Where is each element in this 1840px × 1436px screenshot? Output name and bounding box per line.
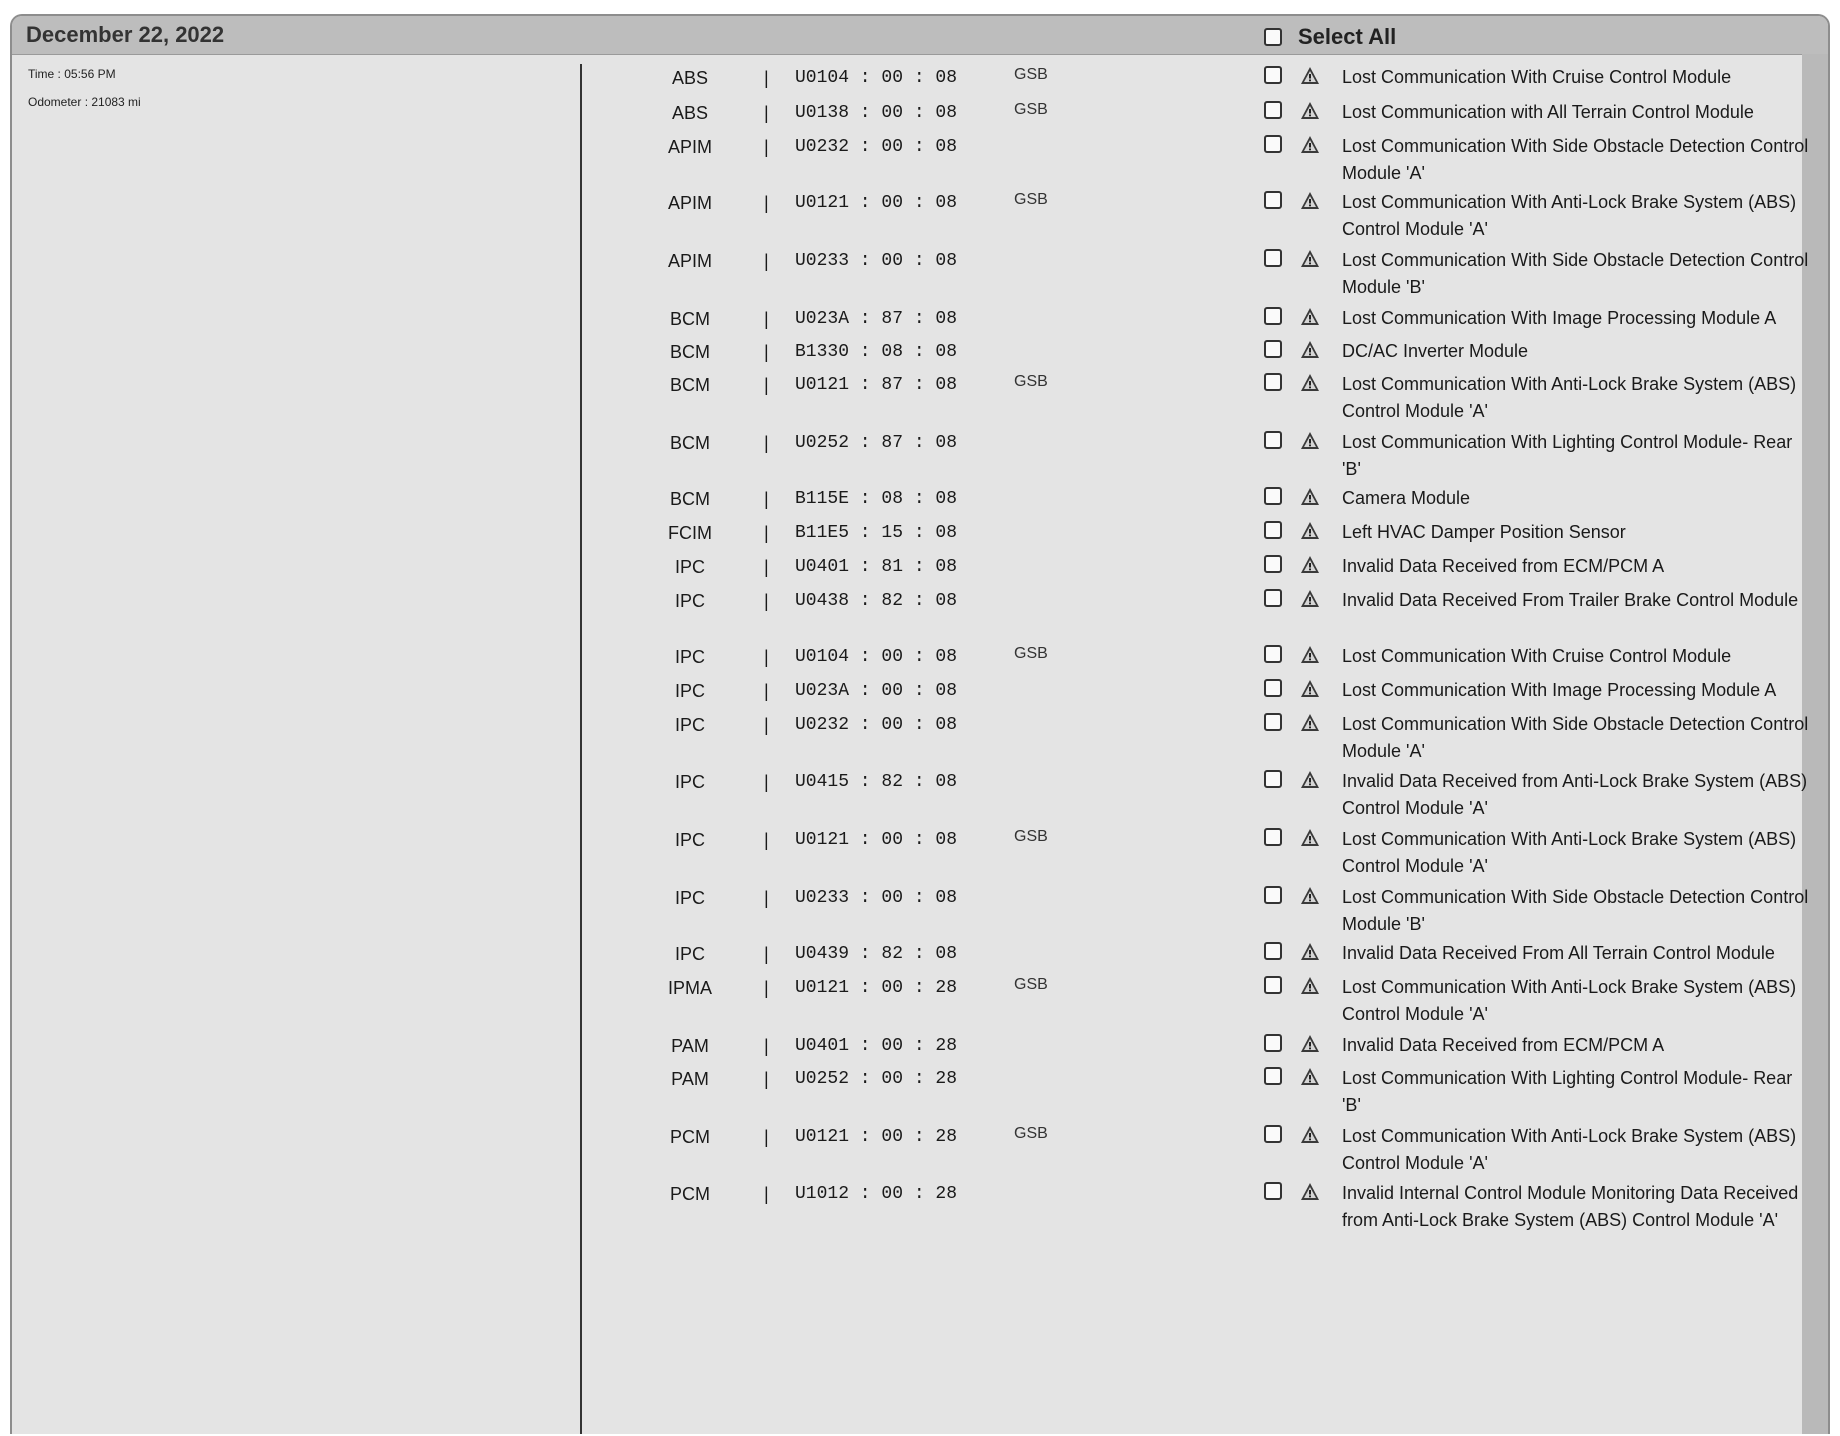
row-checkbox[interactable] (1264, 1034, 1282, 1052)
dtc-description: Lost Communication With Anti-Lock Brake System (ABS) Control Module 'A' (1342, 1126, 1797, 1173)
dtc-description: Lost Communication With Side Obstacle Detection Control Module 'A' (1342, 714, 1809, 761)
column-separator: | (764, 433, 769, 453)
column-separator: | (764, 523, 769, 543)
column-separator: | (764, 978, 769, 998)
dtc-description: Lost Communication With Side Obstacle Detection Control Module 'B' (1342, 887, 1809, 934)
column-separator: | (764, 1036, 769, 1056)
row-checkbox[interactable] (1264, 373, 1282, 391)
dtc-code: B1330 : 08 : 08 (795, 342, 958, 362)
column-separator: | (764, 489, 769, 509)
dtc-description: Invalid Data Received From All Terrain Control Module (1342, 943, 1775, 963)
row-checkbox[interactable] (1264, 589, 1282, 607)
warning-triangle-icon (1300, 521, 1320, 541)
column-separator: | (764, 251, 769, 271)
warning-triangle-icon (1300, 249, 1320, 269)
module-name: ABS (671, 103, 709, 123)
dtc-description: Lost Communication With Cruise Control Module (1342, 646, 1732, 666)
column-separator: | (764, 888, 769, 908)
module-name: IPC (674, 830, 705, 850)
warning-triangle-icon (1300, 555, 1320, 575)
dtc-code: U023A : 87 : 08 (795, 309, 958, 329)
column-separator: | (764, 68, 769, 88)
column-separator: | (764, 647, 769, 667)
warning-triangle-icon (1300, 1034, 1320, 1054)
column-separator: | (764, 375, 769, 395)
warning-triangle-icon (1300, 713, 1320, 733)
dtc-code: U0252 : 00 : 28 (795, 1069, 958, 1089)
dtc-code: B115E : 08 : 08 (795, 489, 958, 509)
column-separator: | (764, 557, 769, 577)
column-separator: | (764, 137, 769, 157)
report-header (12, 16, 1828, 55)
dtc-row (12, 711, 1812, 771)
warning-triangle-icon (1300, 679, 1320, 699)
dtc-row (12, 371, 1812, 431)
dtc-description: Lost Communication With Anti-Lock Brake System (ABS) Control Module 'A' (1342, 829, 1797, 876)
report-date: December 22, 2022 (26, 22, 225, 47)
warning-triangle-icon (1300, 340, 1320, 360)
column-separator: | (764, 309, 769, 329)
dtc-code: U0233 : 00 : 08 (795, 888, 958, 908)
warning-triangle-icon (1300, 828, 1320, 848)
dtc-description: Invalid Data Received from ECM/PCM A (1342, 556, 1665, 576)
module-name: PCM (670, 1127, 710, 1147)
module-name: IPC (674, 888, 705, 908)
dtc-row (12, 587, 1812, 647)
dtc-description: Invalid Internal Control Module Monitoring Data Received from Anti-Lock Brake System (ABS) Control Module 'A' (1342, 1183, 1799, 1230)
dtc-code: U0438 : 82 : 08 (795, 591, 958, 611)
dtc-code: U0104 : 00 : 08 (795, 647, 958, 667)
dtc-report-window (10, 14, 1830, 1434)
select-all-label: Select All (1298, 24, 1397, 49)
gsb-link[interactable]: GSB (1014, 101, 1048, 118)
warning-triangle-icon (1300, 101, 1320, 121)
module-name: IPC (674, 715, 705, 735)
dtc-description: Lost Communication With Side Obstacle Detection Control Module 'B' (1342, 250, 1809, 297)
row-checkbox[interactable] (1264, 431, 1282, 449)
row-checkbox[interactable] (1264, 886, 1282, 904)
dtc-description: Lost Communication With Lighting Control Module- Rear 'B' (1342, 432, 1793, 479)
row-checkbox[interactable] (1264, 645, 1282, 663)
dtc-row (12, 247, 1812, 307)
row-checkbox[interactable] (1264, 679, 1282, 697)
module-name: BCM (670, 309, 710, 329)
dtc-description: Invalid Data Received from Anti-Lock Brake System (ABS) Control Module 'A' (1342, 771, 1808, 818)
dtc-description: Lost Communication With Lighting Control Module- Rear 'B' (1342, 1068, 1793, 1115)
dtc-description: Invalid Data Received From Trailer Brake Control Module (1342, 590, 1799, 610)
warning-triangle-icon (1300, 942, 1320, 962)
module-name: APIM (667, 251, 712, 271)
module-name: IPC (674, 557, 705, 577)
dtc-description: Lost Communication With Side Obstacle Detection Control Module 'A' (1342, 136, 1809, 183)
dtc-description: Lost Communication With Cruise Control Module (1342, 67, 1732, 87)
time-readout: Time : 05:56 PM (28, 67, 116, 81)
gsb-link[interactable]: GSB (1014, 1125, 1048, 1142)
dtc-description: Lost Communication With Image Processing Module A (1342, 308, 1777, 328)
select-all-checkbox[interactable] (1264, 28, 1282, 46)
row-checkbox[interactable] (1264, 66, 1282, 84)
gsb-link[interactable]: GSB (1014, 373, 1048, 390)
dtc-row (12, 1180, 1812, 1240)
column-separator: | (764, 103, 769, 123)
module-name: IPC (674, 772, 705, 792)
warning-triangle-icon (1300, 1125, 1320, 1145)
dtc-code: U0121 : 87 : 08 (795, 375, 958, 395)
dtc-code: U0233 : 00 : 08 (795, 251, 958, 271)
module-name: PAM (671, 1036, 709, 1056)
warning-triangle-icon (1300, 431, 1320, 451)
warning-triangle-icon (1300, 66, 1320, 86)
module-name: APIM (667, 193, 712, 213)
warning-triangle-icon (1300, 373, 1320, 393)
module-name: BCM (670, 375, 710, 395)
column-separator: | (764, 342, 769, 362)
odometer-readout: Odometer : 21083 mi (28, 95, 141, 109)
column-separator: | (764, 681, 769, 701)
gsb-link[interactable]: GSB (1014, 645, 1048, 662)
row-checkbox[interactable] (1264, 555, 1282, 573)
column-separator: | (764, 772, 769, 792)
column-separator: | (764, 944, 769, 964)
dtc-row (12, 884, 1812, 944)
dtc-code: U0232 : 00 : 08 (795, 715, 958, 735)
module-name: PCM (670, 1184, 710, 1204)
row-checkbox[interactable] (1264, 191, 1282, 209)
module-name: IPC (674, 681, 705, 701)
module-name: PAM (671, 1069, 709, 1089)
row-checkbox[interactable] (1264, 521, 1282, 539)
row-checkbox[interactable] (1264, 770, 1282, 788)
row-checkbox[interactable] (1264, 976, 1282, 994)
module-name: IPC (674, 647, 705, 667)
row-checkbox[interactable] (1264, 101, 1282, 119)
module-name: BCM (670, 433, 710, 453)
dtc-description: Lost Communication With Anti-Lock Brake System (ABS) Control Module 'A' (1342, 192, 1797, 239)
dtc-description: DC/AC Inverter Module (1342, 341, 1529, 361)
dtc-code: U0121 : 00 : 08 (795, 193, 958, 213)
warning-triangle-icon (1300, 645, 1320, 665)
warning-triangle-icon (1300, 770, 1320, 790)
dtc-description: Lost Communication With Anti-Lock Brake System (ABS) Control Module 'A' (1342, 977, 1797, 1024)
row-checkbox[interactable] (1264, 340, 1282, 358)
gsb-link[interactable]: GSB (1014, 828, 1048, 845)
dtc-row (12, 1065, 1812, 1125)
module-name: IPC (674, 591, 705, 611)
column-separator: | (764, 591, 769, 611)
column-separator: | (764, 193, 769, 213)
dtc-code: U0121 : 00 : 08 (795, 830, 958, 850)
warning-triangle-icon (1300, 886, 1320, 906)
select-all-control[interactable] (1264, 24, 1396, 50)
warning-triangle-icon (1300, 1182, 1320, 1202)
column-separator: | (764, 830, 769, 850)
gsb-link[interactable]: GSB (1014, 66, 1048, 83)
warning-triangle-icon (1300, 307, 1320, 327)
dtc-description: Invalid Data Received from ECM/PCM A (1342, 1035, 1665, 1055)
row-checkbox[interactable] (1264, 307, 1282, 325)
dtc-description: Lost Communication With Image Processing Module A (1342, 680, 1777, 700)
dtc-code: U1012 : 00 : 28 (795, 1184, 958, 1204)
dtc-row (12, 826, 1812, 886)
module-name: IPC (674, 944, 705, 964)
dtc-description: Lost Communication with All Terrain Control Module (1342, 102, 1754, 122)
dtc-code: U0121 : 00 : 28 (795, 1127, 958, 1147)
row-checkbox[interactable] (1264, 713, 1282, 731)
warning-triangle-icon (1300, 135, 1320, 155)
dtc-row (12, 1123, 1812, 1183)
row-checkbox[interactable] (1264, 942, 1282, 960)
column-separator: | (764, 1127, 769, 1147)
dtc-description: Lost Communication With Anti-Lock Brake System (ABS) Control Module 'A' (1342, 374, 1797, 421)
warning-triangle-icon (1300, 1067, 1320, 1087)
dtc-row (12, 768, 1812, 828)
dtc-description: Camera Module (1342, 488, 1471, 508)
module-name: ABS (671, 68, 709, 88)
dtc-code: U0138 : 00 : 08 (795, 103, 958, 123)
module-name: APIM (667, 137, 712, 157)
warning-triangle-icon (1300, 976, 1320, 996)
column-separator: | (764, 715, 769, 735)
row-checkbox[interactable] (1264, 1125, 1282, 1143)
dtc-code: U0232 : 00 : 08 (795, 137, 958, 157)
dtc-row (12, 133, 1812, 193)
gsb-link[interactable]: GSB (1014, 976, 1048, 993)
row-checkbox[interactable] (1264, 249, 1282, 267)
row-checkbox[interactable] (1264, 487, 1282, 505)
dtc-code: B11E5 : 15 : 08 (795, 523, 958, 543)
dtc-code: U023A : 00 : 08 (795, 681, 958, 701)
dtc-row (12, 429, 1812, 489)
module-name: IPMA (667, 978, 712, 998)
row-checkbox[interactable] (1264, 828, 1282, 846)
dtc-code: U0415 : 82 : 08 (795, 772, 958, 792)
column-separator: | (764, 1069, 769, 1089)
module-name: FCIM (668, 523, 712, 543)
column-separator: | (764, 1184, 769, 1204)
dtc-row (12, 974, 1812, 1034)
dtc-code: U0401 : 81 : 08 (795, 557, 958, 577)
row-checkbox[interactable] (1264, 1182, 1282, 1200)
warning-triangle-icon (1300, 589, 1320, 609)
module-name: BCM (670, 342, 710, 362)
dtc-code: U0104 : 00 : 08 (795, 68, 958, 88)
dtc-description: Left HVAC Damper Position Sensor (1342, 522, 1626, 542)
dtc-code: U0401 : 00 : 28 (795, 1036, 958, 1056)
gsb-link[interactable]: GSB (1014, 191, 1048, 208)
warning-triangle-icon (1300, 487, 1320, 507)
module-name: BCM (670, 489, 710, 509)
row-checkbox[interactable] (1264, 1067, 1282, 1085)
dtc-code: U0439 : 82 : 08 (795, 944, 958, 964)
dtc-row (12, 189, 1812, 249)
warning-triangle-icon (1300, 191, 1320, 211)
row-checkbox[interactable] (1264, 135, 1282, 153)
dtc-code: U0252 : 87 : 08 (795, 433, 958, 453)
dtc-code: U0121 : 00 : 28 (795, 978, 958, 998)
